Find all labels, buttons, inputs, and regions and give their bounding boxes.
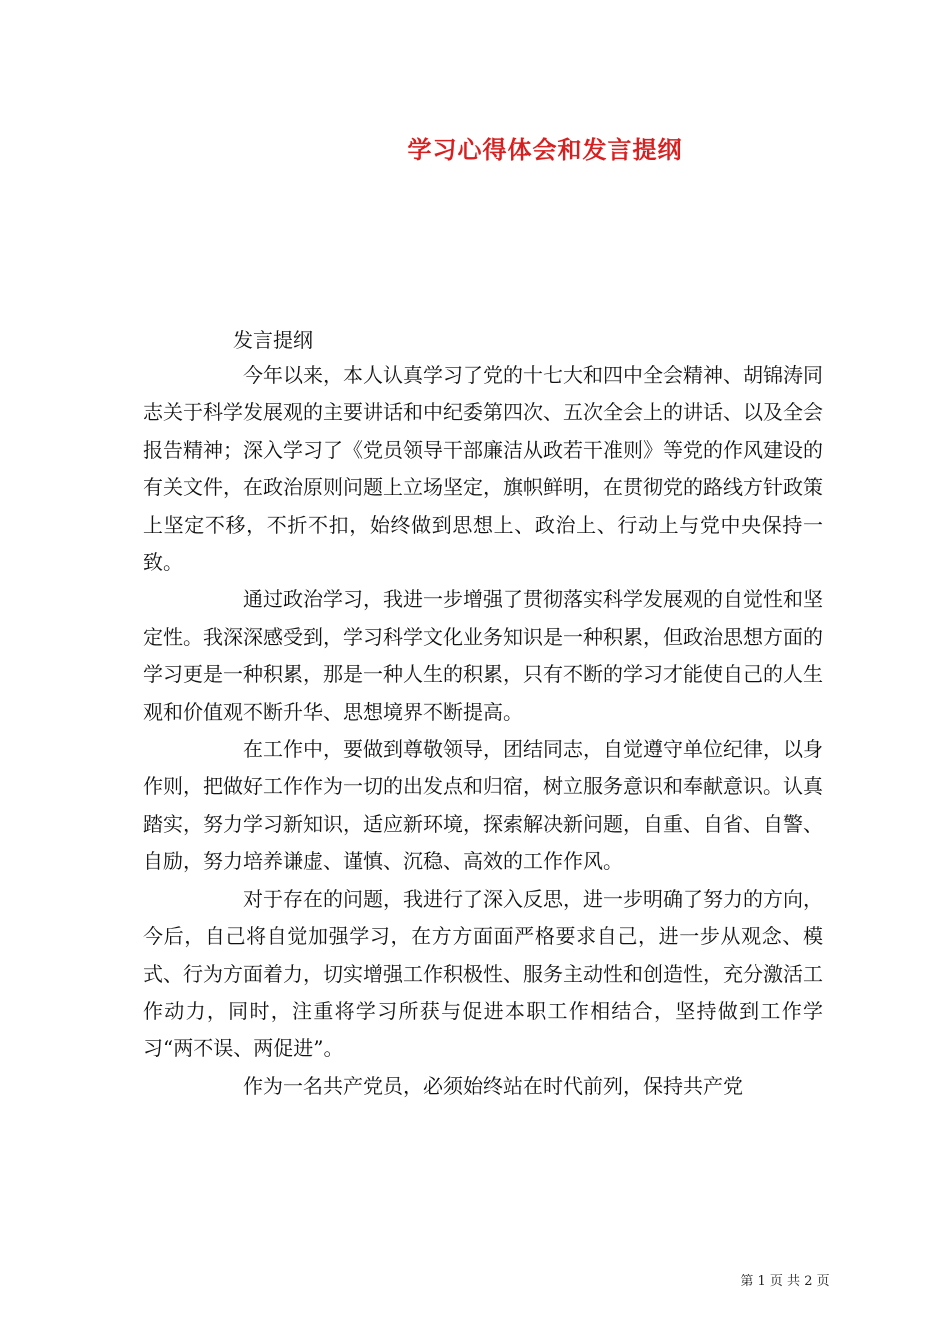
body-paragraph: 今年以来，本人认真学习了党的十七大和四中全会精神、胡锦涛同志关于科学发展观的主要讲话和中纪委第四次、五次全会上的讲话、以及全会报告精神；深入学习了《党员领导干部廉洁从政若干准则》等党的作风建设的有关文件，在政治原则问题上立场坚定，旗帜鲜明，在贯彻党的路线方针政策上坚定不移，不折不扣，始终做到思想上、政治上、行动上与党中央保持一致。 [143,363,823,575]
document-body [143,357,823,1105]
page-number-footer: 第 1 页 共 2 页 [740,1274,830,1289]
body-paragraph: 对于存在的问题，我进行了深入反思，进一步明确了努力的方向，今后，自己将自觉加强学习，在方方面面严格要求自己，进一步从观念、模式、行为方面着力，切实增强工作积极性、服务主动性和创造性，充分激活工作动力，同时，注重将学习所获与促进本职工作相结合，坚持做到工作学习“两不误、两促进”。 [143,886,823,1061]
document-subtitle: 发言提纲 [233,328,313,352]
body-paragraph: 通过政治学习，我进一步增强了贯彻落实科学发展观的自觉性和坚定性。我深深感受到，学习科学文化业务知识是一种积累，但政治思想方面的学习更是一种积累，那是一种人生的积累，只有不断的学习才能使自己的人生观和价值观不断升华、思想境界不断提高。 [143,587,823,724]
body-paragraph: 在工作中，要做到尊敬领导，团结同志，自觉遵守单位纪律，以身作则，把做好工作作为一切的出发点和归宿，树立服务意识和奉献意识。认真踏实，努力学习新知识，适应新环境，探索解决新问题，自重、自省、自警、自励，努力培养谦虚、谨慎、沉稳、高效的工作作风。 [143,737,823,874]
body-paragraph: 作为一名共产党员，必须始终站在时代前列，保持共产党 [243,1073,743,1098]
document-title: 学习心得体会和发言提纲 [407,135,683,164]
